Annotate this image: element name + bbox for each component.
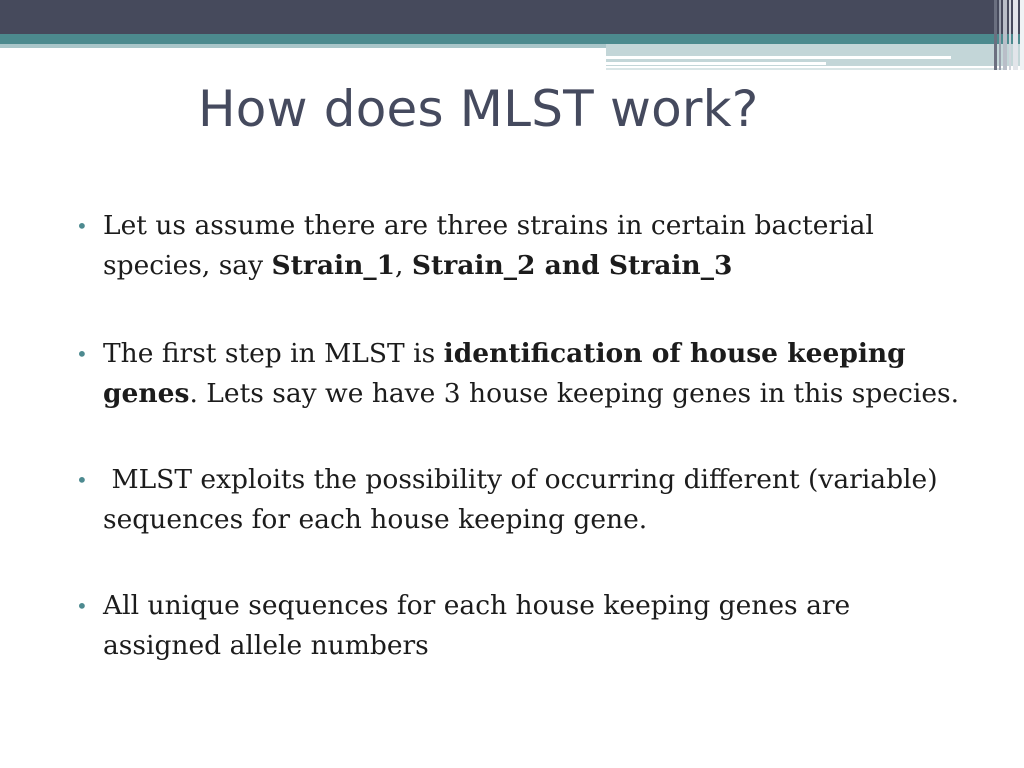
bullet-text: The first step in MLST is: [103, 338, 444, 369]
bullet-item: [76, 334, 976, 414]
bullet-bold-text: identification of house keeping genes: [103, 338, 906, 409]
bullet-text: MLST exploits the possibility of occurring different (variable) sequences for each house keeping gene.: [103, 464, 946, 535]
slide-title: How does MLST work?: [198, 80, 759, 138]
bullet-item: [76, 586, 976, 666]
header-accent-line: [606, 62, 826, 65]
bullet-text: ,: [395, 250, 412, 281]
bullet-item: [76, 460, 976, 540]
corner-stripes: [994, 0, 1024, 70]
header-accent-line: [606, 68, 1006, 70]
bullet-item: [76, 206, 976, 286]
bullet-icon: •: [76, 468, 88, 492]
bullet-icon: •: [76, 214, 88, 238]
header-band-dark: [0, 0, 1024, 34]
bullet-icon: •: [76, 594, 88, 618]
bullet-bold-text: Strain_1: [271, 250, 396, 281]
bullet-text: . Lets say we have 3 house keeping genes in this species.: [189, 378, 960, 409]
bullet-icon: •: [76, 342, 88, 366]
bullet-text: All unique sequences for each house keeping genes are assigned allele numbers: [103, 590, 851, 661]
bullet-bold-text: Strain_2 and Strain_3: [411, 250, 733, 281]
bullet-list: [76, 206, 976, 666]
header-band-teal: [0, 34, 1024, 44]
bullet-text: Let us assume there are three strains in certain bacterial species, say: [103, 210, 874, 281]
header-accent-line: [606, 56, 951, 59]
